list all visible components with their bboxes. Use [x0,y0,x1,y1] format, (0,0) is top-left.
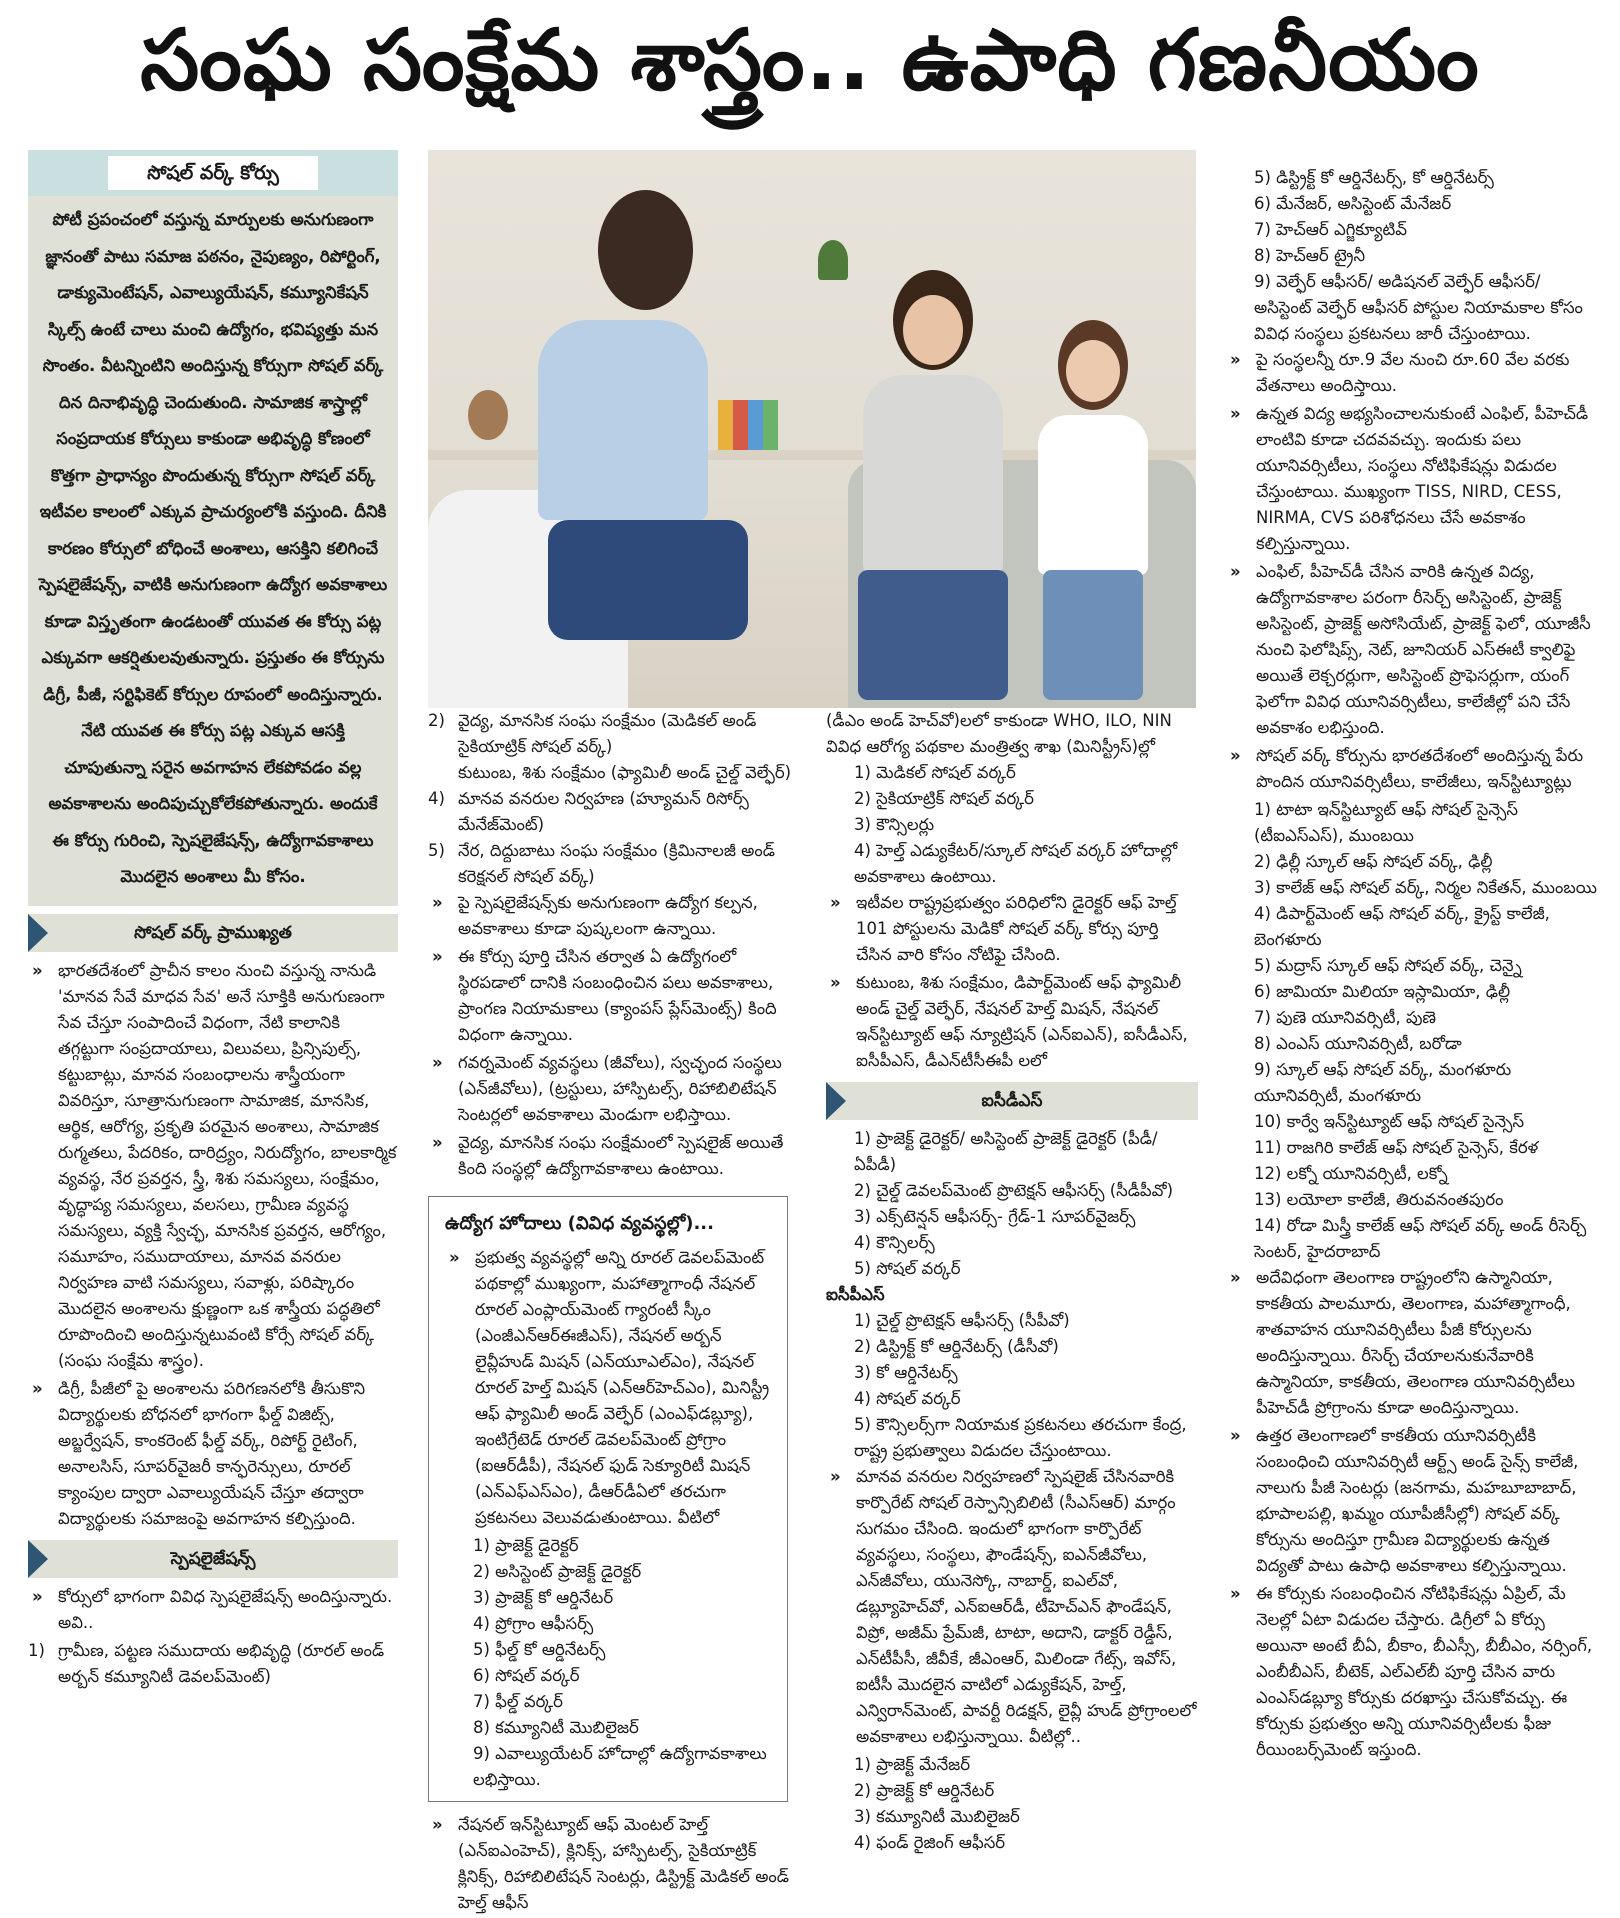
intro-text: పోటీ ప్రపంచంలో వస్తున్న మార్పులకు అనుగుణంగా జ్ఞానంతో పాటు సమాజ పఠనం, నైపుణ్యం, రిపోర్టింగ్, డాక్యుమెంటేషన్, ఎవాల్యుయేషన్, కమ్యూనికేషన్ స్కిల్స్ ఉంటే చాలు మంచి ఉద్యోగం, భవిష్యత్తు మన సొంతం. వీటన్నింటిని అందిస్తున్న కోర్సుగా సోషల్ వర్క్ దిన దినాభివృద్ధి చెందుతుంది. సామాజిక శాస్త్రాల్లో సంప్రదాయక కోర్సులు కాకుండా అభివృద్ధి కోణంలో కొత్తగా ప్రాధాన్యం పొందుతున్న కోర్సుగా సోషల్ వర్క్ ఇటీవల కాలంలో ఎక్కువ ప్రాచుర్యంలోకి వస్తుంది. దీనికి కారణం కోర్సులో బోధించే అంశాలు, ఆసక్తిని కలిగించే స్పెషలైజేషన్స్, వాటికి అనుగుణంగా ఉద్యోగ అవకాశాలు కూడా విస్తృతంగా ఉండటంతో యువత ఈ కోర్సు పట్ల ఎక్కువగా ఆకర్షితులవుతున్నారు. ప్రస్తుతం ఈ కోర్సును డిగ్రీ, పీజీ, సర్టిఫికెట్ కోర్సుల రూపంలో అందిస్తున్నారు. నేటి యువత ఈ కోర్సు పట్ల ఎక్కువ ఆసక్తి చూపుతున్నా సరైన అవగాహన లేకపోవడం వల్ల అవకాశాలను అందిపుచ్చుకోలేకపోతున్నారు. అందుకే ఈ కోర్సు గురించి, స్పెషలైజేషన్స్, ఉద్యోగావకాశాలు మొదలైన అంశాలు మీ కోసం. [38,210,388,886]
icds-item-4: 4) కౌన్సిలర్స్ [854,1233,935,1252]
specialization-item-1: 1) గ్రామీణ, పట్టణ సముదాయ అభివృద్ధి (రూరల్ అండ్ అర్బన్ కమ్యూనిటీ డెవలప్‌మెంట్) [28,1640,385,1686]
university-7: 7) పుణె యూనివర్సిటీ, పుణె [1254,1008,1437,1027]
jobs-item-6: 6) సోషల్ వర్కర్ [473,1666,580,1685]
col3-bullet-hr: » మానవ వనరుల నిర్వహణలో స్పెషలైజ్ చేసినవారికి కార్పొరేట్ సోషల్ రెస్పాన్సిబిలిటీ (సీఎస్ఆర్) మార్గం సుగమం చేసింది. ఇందులో భాగంగా కార్పొరేట్ వ్యవస్థలు, సంస్థలు, ఫౌండేషన్స్, ఐఎన్‌జీవోలు, ఎన్‌జీవోలు, యునెస్కో, నాబార్డ్, ఐఎల్‌వో, డబ్ల్యూహెచ్‌వో, ఎన్ఐఆర్‌డీ, టీహెచ్ఎన్ ఫౌండేషన్, విప్రో, అజీమ్ ప్రేమ్‌జీ, టాటా, అదాని, డాక్టర్ రెడ్డీస్, ఎన్‌టీపీసీ, జీవీకే, జీఎంఆర్, మిలిండా గేట్స్, ఇవోస్, ఐటీసీ మొదలైన వాటిలో ఎడ్యుకేషన్, హెల్త్, ఎన్విరాన్‌మెంట్, పావర్టీ రిడక్షన్, లైవ్లీ హుడ్ ప్రోగ్రాంలలో అవకాశాలు లభిస్తున్నాయి. వీటిల్లో.. [826,1464,1198,1750]
column-1 [28,150,398,1690]
intro-title-band [28,150,398,196]
university-2: 2) ఢిల్లీ స్కూల్ ఆఫ్ సోషల్ వర్క్, ఢిల్లీ [1254,852,1493,871]
specializations-bullet-1: » పై స్పెషలైజేషన్స్‌కు అనుగుణంగా ఉద్యోగ కల్పన, అవకాశాలు కూడా పుష్కలంగా ఉన్నాయి. [428,890,800,942]
importance-bullet-1: » భారతదేశంలో ప్రాచీన కాలం నుంచి వస్తున్న నానుడి 'మానవ సేవే మాధవ సేవ' అనే సూక్తికి అనుగుణంగా సేవ చేస్తూ సంపాదించే విధంగా, నేటి కాలానికి తగ్గట్టుగా సంప్రదాయాలు, విలువలు, ప్రిన్సిపుల్స్, కట్టుబాట్లు, మానవ సంబంధాలను శాస్త్రీయంగా వివరిస్తూ, సూత్రానుగుణంగా సామాజిక, మానసిక, ఆర్థిక, ఆరోగ్య, ప్రకృతి పరమైన అంశాలు, సామాజిక రుగ్మతలు, పేదరికం, దారిద్ర్యం, నిరుద్యోగం, బాలకార్మిక వ్యవస్థ, నేర ప్రవర్తన, స్త్రీ, శిశు సమస్యలు, సంక్షేమం, వృద్ధాప్య సమస్యలు, వలసలు, గ్రామీణ వ్యవస్థ సమస్యలు, వ్యక్తి స్వేచ్ఛ, మానసిక ప్రవర్తన, ఆరోగ్యం, సమూహం, సముదాయాలు, మానవ వనరుల నిర్వహణ వాటి సమస్యలు, సవాళ్లు, పరిష్కారం మొదలైన అంశాలను క్షుణ్ణంగా ఒక శాస్త్రీయ పద్ధతిలో రూపొందించి అందిస్తున్నటువంటి కోర్సే సోషల్ వర్క్ (సంఘ సంక్షేమ శాస్త్రం). [28,958,398,1374]
col4-bullet-5: » అదేవిధంగా తెలంగాణ రాష్ట్రంలోని ఉస్మానియా, కాకతీయ పాలమూరు, తెలంగాణ, మహాత్మాగాంధీ, శాతవాహన యూనివర్సిటీలు పీజీ కోర్సులను అందిస్తున్నాయి. రీసెర్చ్ చేయాలనుకునేవారికి ఉస్మానియా, కాకతీయ, తెలంగాణ యూనివర్సిటీలు పీహెచ్‌డీ ప్రోగ్రాంను కూడా అందిస్తున్నాయి. [1226,1265,1598,1421]
university-8: 8) ఎంఎస్ యూనివర్సిటీ, బరోడా [1254,1034,1462,1053]
col3-bullet-2: » కుటుంబ, శిశు సంక్షేమం, డిపార్ట్‌మెంట్ ఆఫ్ ఫ్యామిలీ అండ్ చైల్డ్ వెల్ఫేర్, నేషనల్ హెల్త్ మిషన్, నేషనల్ ఇన్‌స్టిట్యూట్ ఆఫ్ న్యూట్రిషన్ (ఎన్ఐఎన్), ఐసీడీఎస్, ఐసీపీఎస్, డీఎన్‌టీసీఈపీ లలో [826,970,1198,1074]
university-10: 10) కార్వే ఇన్‌స్టిట్యూట్ ఆఫ్ సోషల్ సైన్సెస్ [1254,1112,1525,1131]
column-2 [428,708,800,1918]
university-11: 11) రాజగిరి కాలేజ్ ఆఫ్ సోషల్ సైన్సెస్, కేరళ [1254,1138,1539,1157]
col3-item2-4: 4) ఫండ్ రైజింగ్ ఆఫీసర్ [854,1833,1006,1852]
col3-item-4: 4) హెల్త్ ఎడ్యుకేటర్/స్కూల్ సోషల్ వర్కర్ హోదాల్లో అవకాశాలు ఉంటాయి. [854,841,1178,886]
headline: సంఘ సంక్షేమ శాస్త్రం.. ఉపాధి గణనీయం [140,10,1480,109]
intro-box [28,150,398,906]
university-14: 14) రోడా మిస్త్రీ కాలేజ్ ఆఫ్ సోషల్ వర్క్ అండ్ రీసెర్చ్ సెంటర్, హైదరాబాద్ [1254,1216,1587,1261]
col4-item-7: 7) హెచ్ఆర్ ఎగ్జిక్యూటివ్ [1254,220,1407,239]
col3-item2-1: 1) ప్రాజెక్ట్ మేనేజర్ [854,1755,970,1774]
col3-item-2: 2) సైకియాట్రిక్ సోషల్ వర్కర్ [854,789,1034,808]
jobs-item-7: 7) ఫీల్డ్ వర్కర్ [473,1692,563,1711]
icds-item-3: 3) ఎక్స్‌టెన్షన్ ఆఫీసర్స్- గ్రేడ్-1 సూపర్‌వైజర్స్ [854,1207,1136,1226]
jobs-box [428,1196,788,1802]
icds-item-1: 1) ప్రాజెక్ట్ డైరెక్టర్/ అసిస్టెంట్ ప్రాజెక్ట్ డైరెక్టర్ (పీడీ/ఏపీడీ) [854,1129,1158,1174]
column-4 [1226,165,1598,1765]
university-3: 3) కాలేజ్ ఆఫ్ సోషల్ వర్క్, నిర్మల నికేతన్, ముంబయి [1254,878,1597,897]
specializations-intro: » కోర్సులో భాగంగా వివిధ స్పెషలైజేషన్స్ అందిస్తున్నారు. అవి.. [28,1584,398,1636]
specialization-item-5: 5) నేర, దిద్దుబాటు సంఘ సంక్షేమం (క్రిమినాలజీ అండ్ కరెక్షనల్ సోషల్ వర్క్) [428,841,775,886]
specialization-item-3: కుటుంబ, శిశు సంక్షేమం (ఫ్యామిలీ అండ్ చైల్డ్ వెల్ఫేర్) [458,763,792,782]
col4-item-8: 8) హెచ్ఆర్ ట్రైనీ [1254,246,1366,265]
col3-bullet-1: » ఇటీవల రాష్ట్రప్రభుత్వం పరిధిలోని డైరెక్టర్ ఆఫ్ హెల్త్ 101 పోస్టులను మెడికో సోషల్ వర్క్ కోర్సు పూర్తి చేసిన వారి కోసం నోటిఫై చేసింది. [826,890,1198,968]
counselor-figure [508,190,728,670]
col4-item-5: 5) డిస్ట్రిక్ట్ కో ఆర్డినేటర్స్, కో ఆర్డినేటర్స్ [1254,168,1494,187]
specialization-item-2: 2) వైద్య, మానసిక సంఘ సంక్షేమం (మెడికల్ అండ్ సైకియాట్రిక్ సోషల్ వర్క్) [428,711,757,756]
icds-item-5: 5) సోషల్ వర్కర్ [854,1259,961,1278]
icps-item-4: 4) సోషల్ వర్కర్ [854,1389,961,1408]
mother-figure [848,270,1018,700]
icds-heading: ఐసీడీఎస్ [826,1082,1198,1120]
jobs-item-3: 3) ప్రాజెక్ట్ కో ఆర్డినేటర్ [473,1588,614,1607]
specialization-item-4: 4) మానవ వనరుల నిర్వహణ (హ్యూమన్ రిసోర్స్ మేనేజ్‌మెంట్) [428,789,749,834]
university-12: 12) లక్నో యూనివర్సిటీ, లక్నో [1254,1164,1448,1183]
specializations-heading: స్పెషలైజేషన్స్ [28,1540,398,1578]
jobs-item-8: 8) కమ్యూనిటీ మొబిలైజర్ [473,1718,639,1737]
jobs-box-bullet: » ప్రభుత్వ వ్యవస్థల్లో అన్ని రూరల్ డెవలప్‌మెంట్ పథకాల్లో ముఖ్యంగా, మహాత్మాగాంధీ నేషనల్ రూరల్ ఎంప్లాయ్‌మెంట్ గ్యారంటీ స్కీం (ఎంజీఎన్‌ఆర్ఈజీఎస్), నేషనల్ అర్బన్ లైవ్లీహుడ్ మిషన్ (ఎన్‌యూఎల్ఎం), నేషనల్ రూరల్ హెల్త్ మిషన్ (ఎన్‌ఆర్‌హెచ్ఎం), మినిస్ట్రీ ఆఫ్ ఫ్యామిలీ అండ్ వెల్ఫేర్ (ఎంఎఫ్‌డబ్ల్యూ), ఇంటిగ్రేటెడ్ రూరల్ డెవలప్‌మెంట్ ప్రోగ్రాం (ఐఆర్‌డీపీ), నేషనల్ ఫుడ్ సెక్యూరిటీ మిషన్ (ఎన్ఎఫ్ఎస్ఎం), డీఆర్‌డీఏలో తరచుగా ప్రకటనలు వెలువడుతుంటాయి. వీటిలో [445,1245,771,1531]
jobs-item-2: 2) అసిస్టెంట్ ప్రాజెక్ట్ డైరెక్టర్ [473,1562,642,1581]
icps-item-3: 3) కో ఆర్డినేటర్స్ [854,1363,958,1382]
specializations-bullet-3: » గవర్నమెంట్ వ్యవస్థలు (జీవోలు), స్వచ్ఛంద సంస్థలు (ఎన్‌జీవోలు), (ట్రస్టులు, హాస్పిటల్స్, రిహాబిలిటేషన్ సెంటర్లలో అవకాశాలు మెండుగా లభిస్తాయి. [428,1050,800,1128]
icps-label: ఐసీపీఎస్ [826,1285,885,1304]
teddy-bear [468,390,508,440]
jobs-item-1: 1) ప్రాజెక్ట్ డైరెక్టర్ [473,1536,579,1555]
col4-bullet-6: » ఉత్తర తెలంగాణలో కాకతీయ యూనివర్సిటీకి సంబంధించి యూనివర్సిటీ ఆర్ట్స్ అండ్ సైన్స్ కాలేజీ, నాలుగు పీజీ సెంటర్లు (జనగామ, మహబూబాబాద్, భూపాలపల్లి, ఖమ్మం యూపీజీసీల్లో) సోషల్ వర్క్ కోర్సును అందిస్తూ గ్రామీణ విద్యార్థులకు ఉన్నత విద్యతో పాటు ఉపాధి అవకాశాలు కల్పిస్తున్నాయి. [1226,1423,1598,1579]
university-4: 4) డిపార్ట్‌మెంట్ ఆఫ్ సోషల్ వర్క్, క్రైస్ట్ కాలేజీ, బెంగళూరు [1254,904,1550,949]
university-13: 13) లయోలా కాలేజీ, తిరువనంతపురం [1254,1190,1504,1209]
col3-item2-3: 3) కమ్యూనిటీ మొబిలైజర్ [854,1807,1020,1826]
jobs-box-title: ఉద్యోగ హోదాలు (వివిధ వ్యవస్థల్లో)... [445,1213,714,1234]
university-1: 1) టాటా ఇన్‌స్టిట్యూట్ ఆఫ్ సోషల్ సైన్సెస్ (టీఐఎస్ఎస్), ముంబయి [1254,800,1518,845]
university-6: 6) జామియా మిలియా ఇస్లామియా, ఢిల్లీ [1254,982,1511,1001]
col4-bullet-1: » పై సంస్థలన్నీ రూ.9 వేల నుంచి రూ.60 వేల వరకు వేతనాలు అందిస్తాయి. [1226,347,1598,399]
icps-item-1: 1) చైల్డ్ ప్రొటెక్షన్ ఆఫీసర్స్ (సీపీవో) [854,1311,1070,1330]
intro-title: సోషల్ వర్క్ కోర్సు [108,156,318,190]
university-5: 5) మద్రాస్ స్కూల్ ఆఫ్ సోషల్ వర్క్, చెన్నై [1254,956,1522,975]
jobs-item-4: 4) ప్రోగ్రాం ఆఫీసర్స్ [473,1614,594,1633]
counseling-photo [428,150,1196,708]
col2-tail: » నేషనల్ ఇన్‌స్టిట్యూట్ ఆఫ్ మెంటల్ హెల్త్ (ఎన్ఐఎంహెచ్), క్లినిక్స్, హాస్పిటల్స్, సైకియాట్రిక్ క్లినిక్స్, రిహాబిలిటేషన్ సెంటర్లు, డిస్ట్రిక్ట్ మెడికల్ అండ్ హెల్త్ ఆఫీస్ [428,1812,800,1916]
specializations-bullet-2: » ఈ కోర్సు పూర్తి చేసిన తర్వాత ఏ ఉద్యోగంలో స్థిరపడాలో దానికి సంబంధించిన పలు అవకాశాలు, ప్రాంగణ నియామకాలు (క్యాంపస్ ప్లేస్‌మెంట్స్) కింది విధంగా ఉన్నాయి. [428,944,800,1048]
specializations-bullet-4: » వైద్య, మానసిక సంఘ సంక్షేమంలో స్పెషలైజ్ అయితే కింది సంస్థల్లో ఉద్యోగావకాశాలు ఉంటాయి. [428,1130,800,1182]
university-9: 9) స్కూల్ ఆఫ్ సోషల్ వర్క్, మంగళూరు యూనివర్సిటీ, మంగళూరు [1254,1060,1512,1105]
col3-item2-2: 2) ప్రాజెక్ట్ కో ఆర్డినేటర్ [854,1781,995,1800]
col4-bullet-3: » ఎంఫిల్, పీహెచ్‌డీ చేసిన వారికి ఉన్నత విద్య, ఉద్యోగావకాశాల పరంగా రీసెర్చ్ అసిస్టెంట్, ప్రాజెక్ట్ అసిస్టెంట్, ప్రాజెక్ట్ అసోసియేట్, ప్రాజెక్ట్ ఫెలో, యూజీసీ నుంచి ఫెలోషిప్స్, నెట్, జూనియర్ ఎస్ఈటీ క్వాలిఫై అయితే లెక్చరర్లుగా, అసిస్టెంట్ ప్రొఫెసర్లుగా, యంగ్ ఫెలోగా వివిధ యూనివర్సిటీలు, కాలేజీల్లో పని చేసే అవకాశం లభిస్తుంది. [1226,559,1598,741]
col3-lead: (డీఎం అండ్ హెచ్‌వో)లలో కాకుండా WHO, ILO, NIN వివిధ ఆరోగ్య పథకాల మంత్రిత్వ శాఖ (మినిస్ట్రీస్)ల్లో [826,711,1172,756]
plant-icon [818,240,848,280]
col4-item-9: 9) వెల్ఫేర్ ఆఫీసర్/ అడిషనల్ వెల్ఫేర్ ఆఫీసర్/ అసిస్టెంట్ వెల్ఫేర్ ఆఫీసర్ పోస్టుల నియామకాల కోసం వివిధ సంస్థలు ప్రకటనలు జారీ చేస్తుంటాయి. [1254,272,1583,343]
column-3 [826,708,1198,1856]
importance-bullet-2: » డిగ్రీ, పీజీలో పై అంశాలను పరిగణనలోకి తీసుకొని విద్యార్థులకు బోధనలో భాగంగా ఫీల్డ్ విజిట్స్, అబ్జర్వేషన్, కాంకరెంట్ ఫీల్డ్ వర్క్, రిపోర్ట్ రైటింగ్, అనాలసిస్, సూపర్‌వైజరీ కాన్ఫరెన్సులు, రూరల్ క్యాంపుల ద్వారా ఎవాల్యుయేషన్ చేస్తూ తద్వారా విద్యార్థులకు సమాజంపై అవగాహన కల్పిస్తుంది. [28,1376,398,1532]
icps-item-2: 2) డిస్ట్రిక్ట్ కో ఆర్డినేటర్స్ (డీసీవో) [854,1337,1059,1356]
col3-item-3: 3) కౌన్సిలర్లు [854,815,935,834]
col3-item-1: 1) మెడికల్ సోషల్ వర్కర్ [854,763,1016,782]
col4-bullet-7: » ఈ కోర్సుకు సంబంధించిన నోటిఫికేషన్లు ఏప్రిల్, మే నెలల్లో ఏటా విడుదల చేస్తారు. డిగ్రీలో ఏ కోర్సు అయినా అంటే బీఏ, బీకాం, బీఎస్సీ, బీబీఎం, నర్సింగ్, ఎంబీబీఎస్, బీటెక్, ఎల్ఎల్‌బీ పూర్తి చేసిన వారు ఎంఎస్‌డబ్ల్యూ కోర్సుకు దరఖాస్తు చేసుకోవచ్చు. ఈ కోర్సుకు ప్రభుత్వం అన్ని యూనివర్సిటీలకు ఫీజు రీయింబర్స్‌మెంట్ ఇస్తుంది. [1226,1581,1598,1763]
col4-item-6: 6) మేనేజర్, అసిస్టెంట్ మేనేజర్ [1254,194,1452,213]
col4-bullet-2: » ఉన్నత విద్య అభ్యసించాలనుకుంటే ఎంఫిల్, పీహెచ్‌డీ లాంటివి కూడా చదవవచ్చు. ఇందుకు పలు యూనివర్సిటీలు, సంస్థలు నోటిఫికేషన్లు విడుదల చేస్తుంటాయి. ముఖ్యంగా TISS, NIRD, CESS, NIRMA, CVS పరిశోధనలు చేసే అవకాశం కల్పిస్తున్నాయి. [1226,401,1598,557]
daughter-figure [1028,320,1158,700]
icps-item-5: 5) కౌన్సిలర్స్‌గా నియామక ప్రకటనలు తరచుగా కేంద్ర, రాష్ట్ర ప్రభుత్వాలు విడుదల చేస్తుంటాయి. [854,1415,1187,1460]
jobs-item-9: 9) ఎవాల్యుయేటర్ హోదాల్లో ఉద్యోగావకాశాలు లభిస్తాయి. [473,1744,767,1789]
importance-heading: సోషల్ వర్క్ ప్రాముఖ్యత [28,914,398,952]
jobs-item-5: 5) ఫీల్డ్ కో ఆర్డినేటర్స్ [473,1640,606,1659]
icds-item-2: 2) చైల్డ్ డెవలప్‌మెంట్ ప్రొటెక్షన్ ఆఫీసర్స్ (సీడీపీవో) [854,1181,1174,1200]
col4-bullet-4: » సోషల్ వర్క్ కోర్సును భారతదేశంలో అందిస్తున్న పేరు పొందిన యూనివర్సిటీలు, కాలేజీలు, ఇన్‌స్టిట్యూట్లు [1226,743,1598,795]
